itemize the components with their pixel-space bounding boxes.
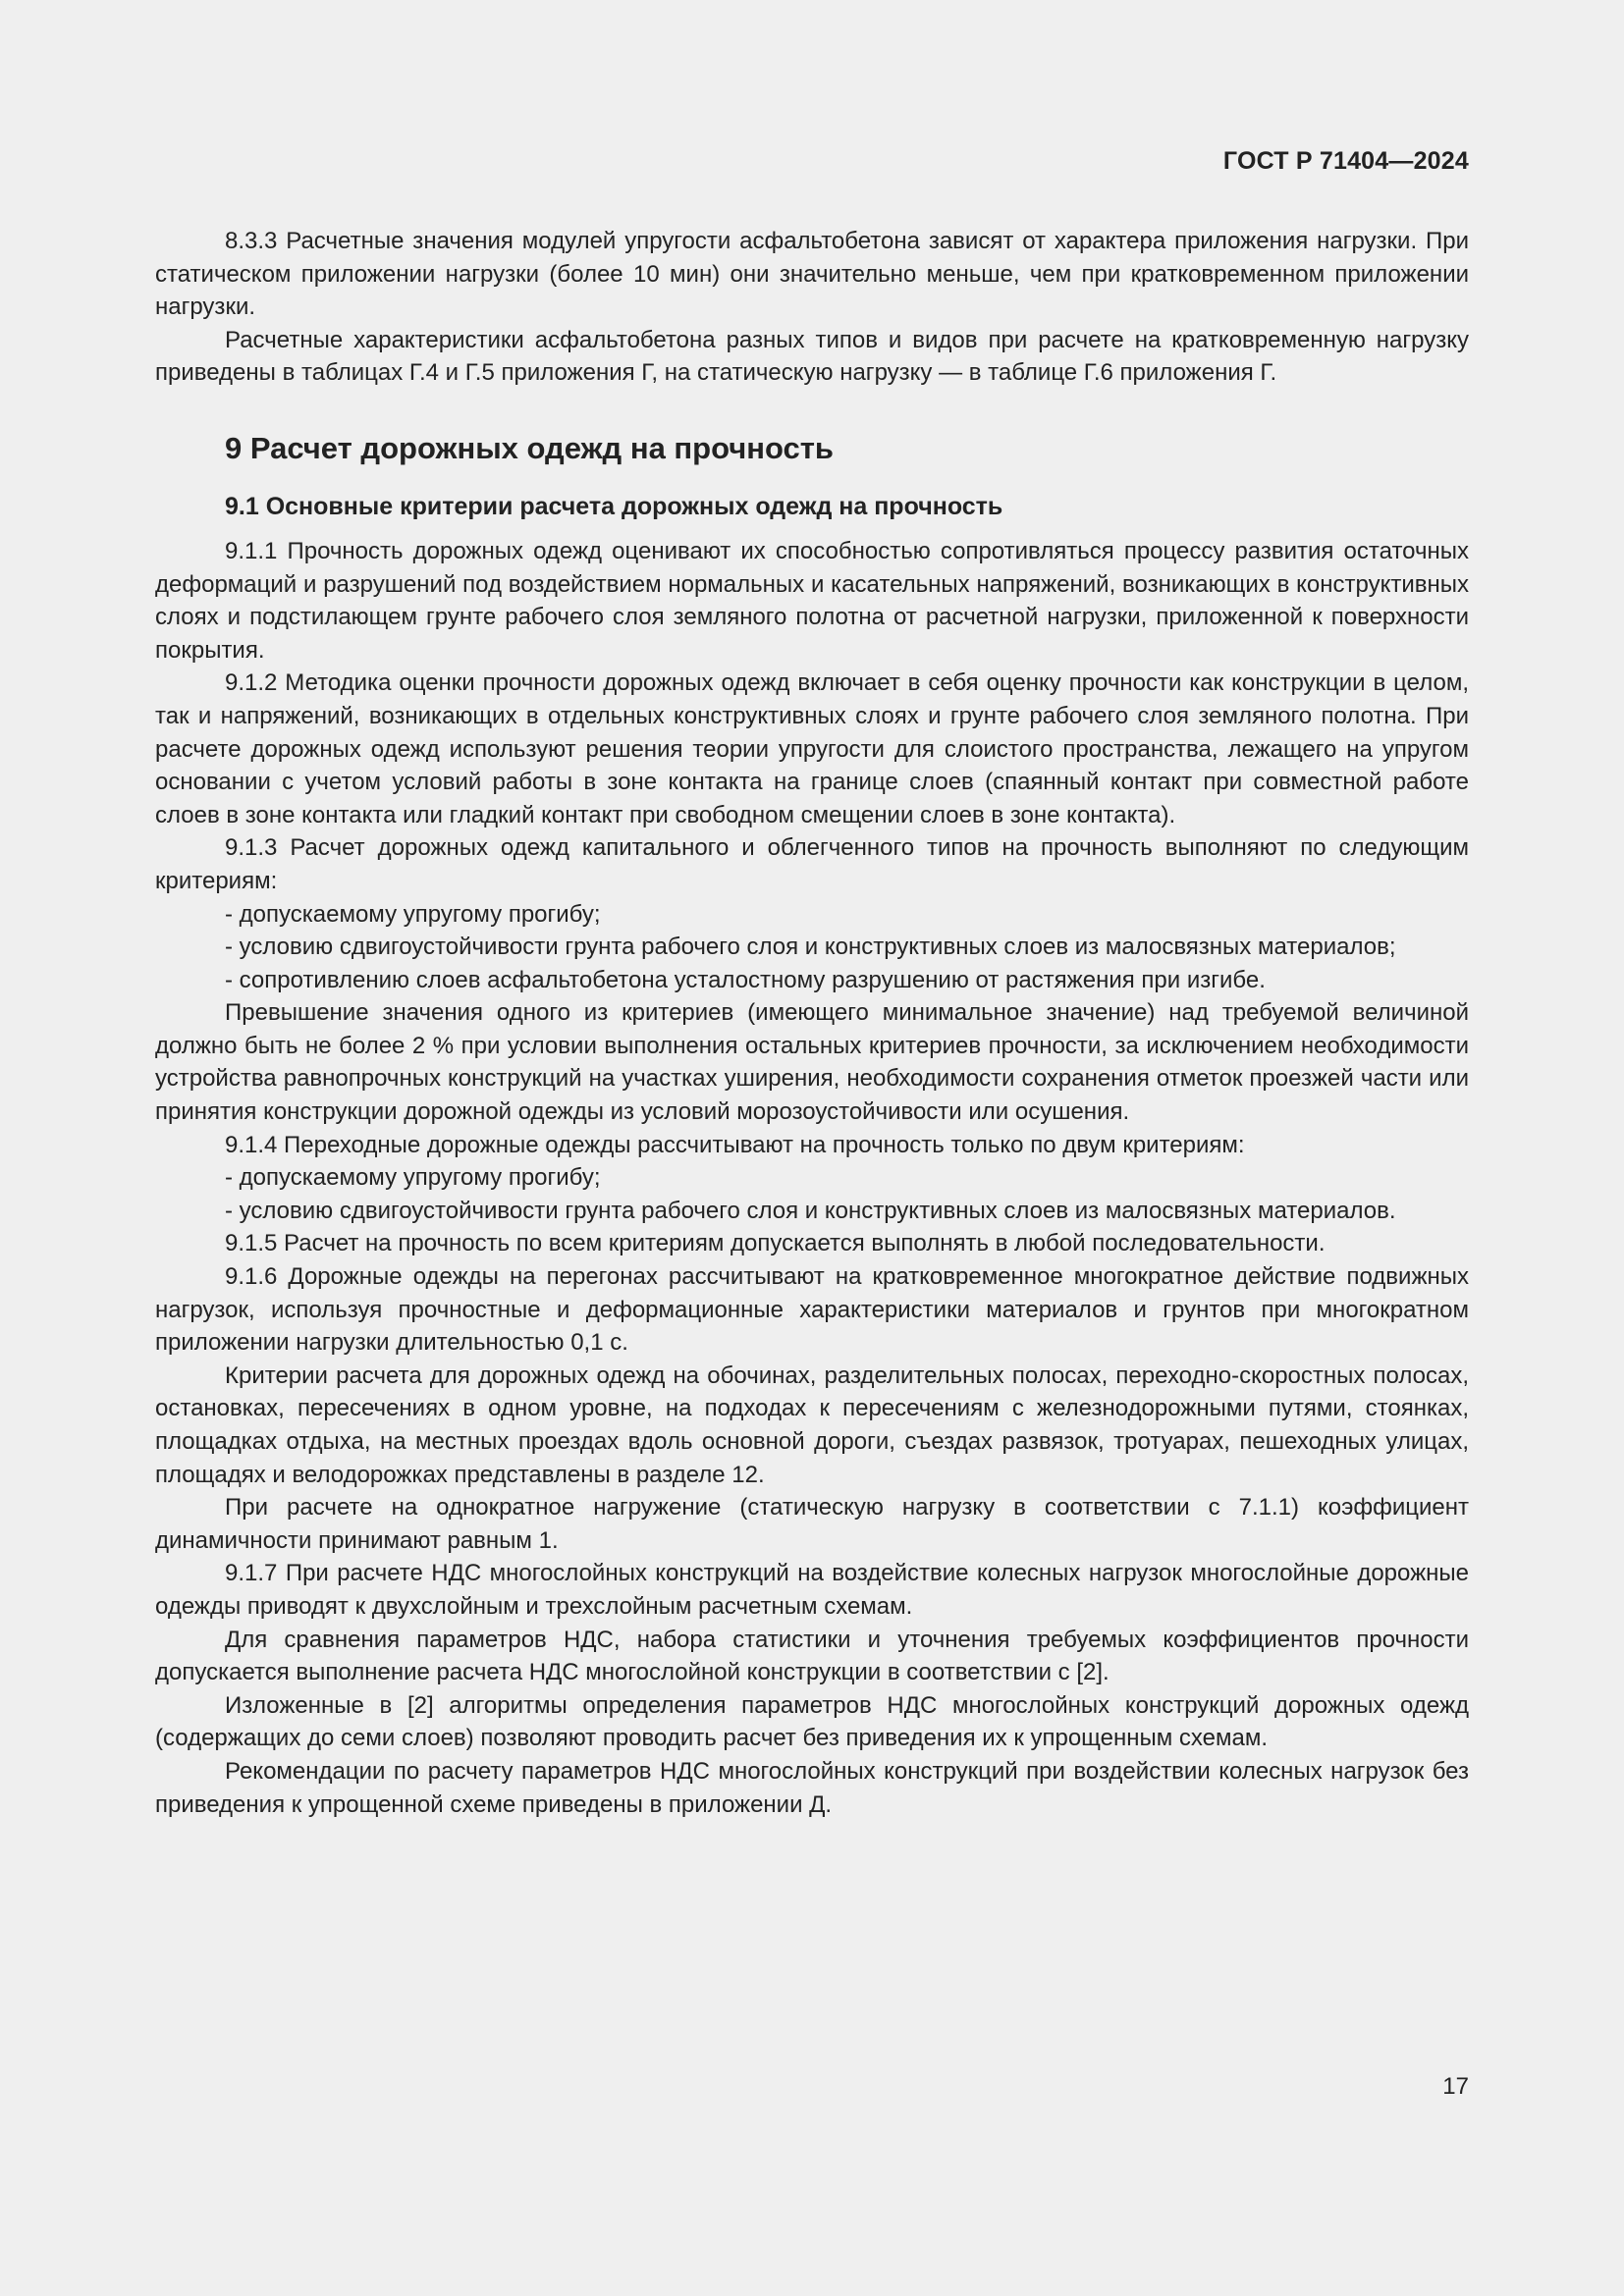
list-item: - сопротивлению слоев асфальтобетона усталостному разрушению от растяжения при изгибе.: [225, 966, 1266, 993]
list-item: - условию сдвигоустойчивости грунта рабочего слоя и конструктивных слоев из малосвязных материалов;: [225, 934, 1396, 961]
paragraph: Рекомендации по расчету параметров НДС многослойных конструкций при воздействии колесных нагрузок без приведения к упрощенной схеме приведены в приложении Д.: [155, 1757, 1469, 1818]
page-content: [155, 225, 1469, 1821]
document-code: ГОСТ Р 71404—2024: [1222, 147, 1469, 175]
paragraph-9-1-3: 9.1.3 Расчет дорожных одежд капитального и облегченного типов на прочность выполняют по следующим критериям:: [155, 834, 1469, 894]
list-item: - допускаемому упругому прогибу;: [225, 1164, 601, 1192]
paragraph: Расчетные характеристики асфальтобетона разных типов и видов при расчете на кратковременную нагрузку приведены в таблицах Г.4 и Г.5 приложения Г, на статическую нагрузку — в таблице Г.6 приложения Г.: [155, 326, 1469, 387]
paragraph: Критерии расчета для дорожных одежд на обочинах, разделительных полосах, переходно-скоростных полосах, остановках, пересечениях в одном уровне, на подходах к пересечениям с железнодорожными путями, стоянках, площадках отдыха, на местных проездах вдоль основной дороги, съездах развязок, тротуарах, пешеходных улицах, площадях и велодорожках представлены в разделе 12.: [155, 1362, 1469, 1488]
paragraph-9-1-4: 9.1.4 Переходные дорожные одежды рассчитывают на прочность только по двум критериям:: [225, 1131, 1245, 1158]
paragraph: Для сравнения параметров НДС, набора статистики и уточнения требуемых коэффициентов прочности допускается выполнение расчета НДС многослойной конструкции в соответствии с [2].: [155, 1626, 1469, 1686]
paragraph-9-1-7: 9.1.7 При расчете НДС многослойных конструкций на воздействие колесных нагрузок многослойные дорожные одежды приводят к двухслойным и трехслойным расчетным схемам.: [155, 1560, 1469, 1620]
subsection-title: 9.1 Основные критерии расчета дорожных одежд на прочность: [225, 492, 1003, 520]
paragraph: При расчете на однократное нагружение (статическую нагрузку в соответствии с 7.1.1) коэффициент динамичности принимают равным 1.: [155, 1494, 1469, 1554]
paragraph: Изложенные в [2] алгоритмы определения параметров НДС многослойных конструкций дорожных одежд (содержащих до семи слоев) позволяют проводить расчет без приведения их к упрощенным схемам.: [155, 1691, 1469, 1752]
paragraph-9-1-6: 9.1.6 Дорожные одежды на перегонах рассчитывают на кратковременное многократное действие подвижных нагрузок, используя прочностные и деформационные характеристики материалов и грунтов при многократном приложении нагрузки длительностью 0,1 с.: [155, 1263, 1469, 1357]
list-item: - допускаемому упругому прогибу;: [225, 900, 601, 928]
paragraph-9-1-5: 9.1.5 Расчет на прочность по всем критериям допускается выполнять в любой последовательности.: [225, 1230, 1326, 1257]
paragraph-8-3-3: 8.3.3 Расчетные значения модулей упругости асфальтобетона зависят от характера приложения нагрузки. При статическом приложении нагрузки (более 10 мин) они значительно меньше, чем при кратковременном приложении нагрузки.: [155, 228, 1469, 321]
paragraph-9-1-1: 9.1.1 Прочность дорожных одежд оценивают их способностью сопротивляться процессу развития остаточных деформаций и разрушений под воздействием нормальных и касательных напряжений, возникающих в конструктивных слоях и подстилающем грунте рабочего слоя земляного полотна от расчетной нагрузки, приложенной к поверхности покрытия.: [155, 537, 1469, 664]
page-number: 17: [1442, 2073, 1469, 2100]
section-title: 9 Расчет дорожных одежд на прочность: [225, 430, 834, 465]
paragraph: Превышение значения одного из критериев (имеющего минимальное значение) над требуемой величиной должно быть не более 2 % при условии выполнения остальных критериев прочности, за исключением необходимости устройства равнопрочных конструкций на участках уширения, необходимости сохранения отметок проезжей части или принятия конструкции дорожной одежды из условий морозоустойчивости или осушения.: [155, 999, 1469, 1126]
list-item: - условию сдвигоустойчивости грунта рабочего слоя и конструктивных слоев из малосвязных материалов.: [225, 1197, 1396, 1224]
paragraph-9-1-2: 9.1.2 Методика оценки прочности дорожных одежд включает в себя оценку прочности как конструкции в целом, так и напряжений, возникающих в отдельных конструктивных слоях и грунте рабочего слоя земляного полотна. При расчете дорожных одежд используют решения теории упругости для слоистого пространства, лежащего на упругом основании с учетом условий работы в зоне контакта на границе слоев (спаянный контакт при совместной работе слоев в зоне контакта или гладкий контакт при свободном смещении слоев в зоне контакта).: [155, 669, 1469, 828]
